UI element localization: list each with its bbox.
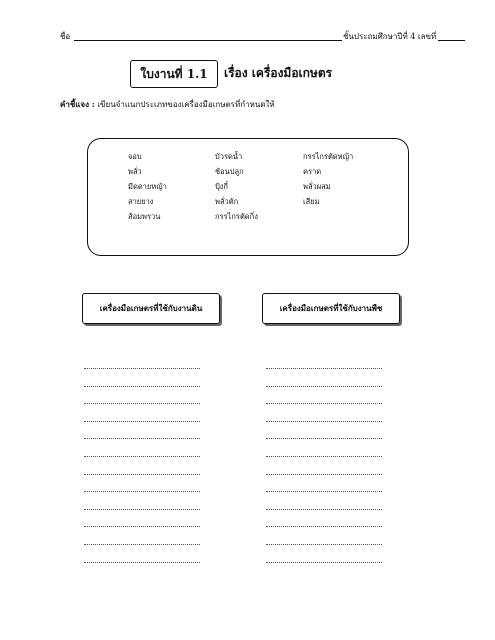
student-info-row	[60, 28, 468, 46]
plant-answer-line[interactable]	[266, 368, 382, 369]
instruction-text: เขียนจำแนกประเภทของเครื่องมือเกษตรที่กำหนดให้	[97, 100, 275, 109]
grade-label: ชั้นประถมศึกษาปีที่ 4 เลขที่	[343, 32, 437, 41]
word-item: พลั่วผสม	[303, 182, 331, 191]
category-soil: เครื่องมือเกษตรที่ใช้กับงานดิน	[82, 293, 220, 324]
soil-answer-line[interactable]	[84, 386, 200, 387]
soil-answer-line[interactable]	[84, 438, 200, 439]
word-item: พลั่ว	[128, 167, 142, 176]
word-item: มีดดายหญ้า	[128, 182, 167, 191]
soil-answer-line[interactable]	[84, 474, 200, 475]
plant-answer-line[interactable]	[266, 421, 382, 422]
plant-answer-line[interactable]	[266, 544, 382, 545]
word-item: กรรไกรตัดหญ้า	[303, 152, 354, 161]
category-plant: เครื่องมือเกษตรที่ใช้กับงานพืช	[262, 293, 400, 324]
word-item: คราด	[303, 167, 322, 176]
soil-answer-line[interactable]	[84, 526, 200, 527]
soil-answer-line[interactable]	[84, 421, 200, 422]
instruction	[60, 98, 275, 111]
soil-answer-line[interactable]	[84, 403, 200, 404]
word-item: ช้อนปลูก	[215, 167, 244, 176]
word-item: กรรไกรตัดกิ่ง	[215, 212, 258, 221]
soil-answer-line[interactable]	[84, 456, 200, 457]
instruction-label: คำชี้แจง :	[60, 99, 95, 109]
soil-answer-line[interactable]	[84, 368, 200, 369]
plant-answer-line[interactable]	[266, 526, 382, 527]
name-label: ชื่อ	[60, 32, 71, 41]
soil-answer-line[interactable]	[84, 544, 200, 545]
number-field[interactable]	[438, 40, 465, 41]
name-field[interactable]	[74, 40, 342, 41]
plant-answer-line[interactable]	[266, 509, 382, 510]
word-item: จอบ	[128, 152, 142, 161]
plant-answer-line[interactable]	[266, 438, 382, 439]
word-item: สายยาง	[128, 197, 154, 206]
plant-answer-line[interactable]	[266, 403, 382, 404]
soil-answer-line[interactable]	[84, 562, 200, 563]
worksheet-topic: เรื่อง เครื่องมือเกษตร	[224, 66, 333, 80]
word-bank	[87, 138, 409, 256]
word-item: เสียม	[303, 197, 320, 206]
word-item: ส้อมพรวน	[128, 212, 161, 221]
worksheet-title: ใบงานที่ 1.1	[130, 60, 218, 88]
soil-answer-line[interactable]	[84, 491, 200, 492]
plant-answer-line[interactable]	[266, 456, 382, 457]
word-item: ปุ้งกี๋	[215, 182, 228, 191]
plant-answer-line[interactable]	[266, 474, 382, 475]
plant-answer-line[interactable]	[266, 491, 382, 492]
plant-answer-line[interactable]	[266, 562, 382, 563]
plant-answer-line[interactable]	[266, 386, 382, 387]
word-item: บัวรดน้ำ	[215, 152, 243, 161]
soil-answer-line[interactable]	[84, 509, 200, 510]
word-item: พลั่วตัก	[215, 197, 239, 206]
